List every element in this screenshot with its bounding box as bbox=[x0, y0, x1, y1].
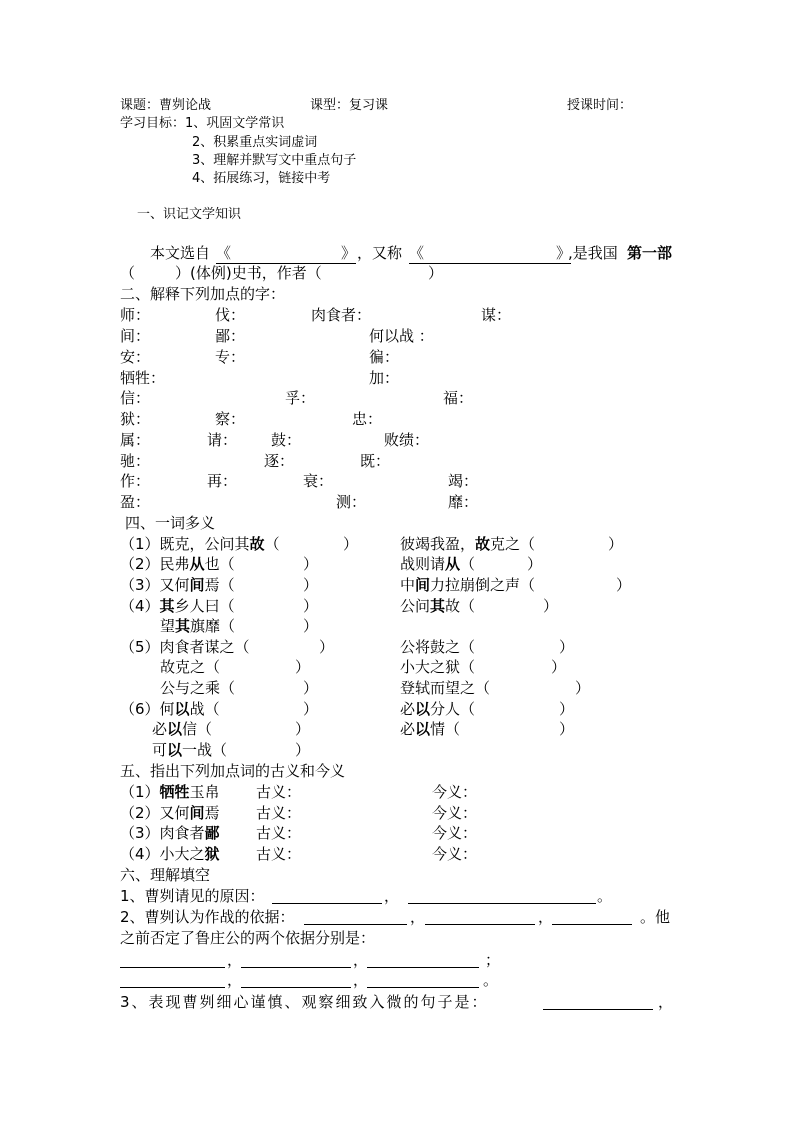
s1-line1-d: 第一部 bbox=[627, 244, 673, 262]
meaning-item: （3）肉食者鄙 bbox=[120, 824, 220, 842]
q1-end: 。 bbox=[597, 887, 613, 905]
q2-text-b: 之前否定了鲁庄公的两个依据分别是： bbox=[120, 929, 376, 947]
vocab-item: 作： bbox=[120, 472, 151, 490]
q1-text: 1、曹刿请见的原因： bbox=[120, 887, 265, 905]
ancient-label: 古义： bbox=[256, 845, 302, 863]
s1-line1-a: 本文选自 bbox=[150, 244, 211, 262]
polysemy-item: 公问其故（ bbox=[400, 597, 476, 615]
vocab-item: 狱： bbox=[120, 410, 151, 428]
vocab-item: 败绩： bbox=[384, 431, 430, 449]
q2-blank-5[interactable] bbox=[241, 967, 351, 968]
q2-blank-2[interactable] bbox=[425, 924, 535, 925]
section-6-title: 六、理解填空 bbox=[120, 866, 211, 884]
section-4-title: 四、一词多义 bbox=[125, 514, 216, 532]
s1-line1-b: ，又称 bbox=[357, 244, 403, 262]
vocab-item: 属： bbox=[120, 431, 151, 449]
q2-text: 2、曹刿认为作战的依据： bbox=[120, 908, 295, 926]
s1-line2-c: ） bbox=[428, 264, 444, 282]
vocab-item: 伐： bbox=[215, 306, 246, 324]
r1-sep-2: ， bbox=[353, 951, 369, 969]
vocab-item: 专： bbox=[215, 348, 246, 366]
vocab-item: 逐： bbox=[264, 452, 295, 470]
bracket-open: 《 bbox=[216, 244, 232, 262]
section-5-title: 五、指出下列加点词的古义和今义 bbox=[120, 762, 346, 780]
vocab-item: 驰： bbox=[120, 452, 151, 470]
q1-blank-1[interactable] bbox=[272, 903, 382, 904]
vocab-item: 察： bbox=[215, 410, 246, 428]
modern-label: 今义： bbox=[432, 783, 478, 801]
polysemy-item: 登轼而望之（ bbox=[400, 679, 491, 697]
vocab-item: 竭： bbox=[448, 472, 479, 490]
vocab-item: 间： bbox=[120, 327, 151, 345]
q3-end: ， bbox=[658, 993, 674, 1011]
vocab-item: 师： bbox=[120, 306, 151, 324]
vocab-item: 再： bbox=[207, 472, 238, 490]
ancient-label: 古义： bbox=[256, 783, 302, 801]
r1-end: ； bbox=[485, 951, 501, 969]
paren-close: ） bbox=[551, 658, 567, 676]
modern-label: 今义： bbox=[432, 804, 478, 822]
polysemy-item: 小大之狱（ bbox=[400, 658, 476, 676]
vocab-item: 忠： bbox=[352, 410, 383, 428]
vocab-item: 靡： bbox=[448, 493, 479, 511]
header-topic: 课题：曹刿论战 bbox=[120, 98, 212, 113]
polysemy-item: 中间力拉崩倒之声（ bbox=[400, 576, 536, 594]
modern-label: 今义： bbox=[432, 845, 478, 863]
polysemy-item: （6）何以战（ bbox=[120, 700, 220, 718]
paren-close: ） bbox=[319, 638, 335, 656]
vocab-item: 孚： bbox=[285, 389, 316, 407]
vocab-item: 鼓： bbox=[271, 431, 302, 449]
bracket-open-2: 《 bbox=[409, 244, 425, 262]
r2-sep-2: ， bbox=[353, 971, 369, 989]
r1-sep-1: ， bbox=[227, 951, 243, 969]
polysemy-item: 公将鼓之（ bbox=[400, 638, 476, 656]
q2-blank-9[interactable] bbox=[367, 987, 479, 988]
paren-close: ） bbox=[608, 535, 624, 553]
polysemy-item: （1）既克，公问其故（ bbox=[120, 535, 280, 553]
polysemy-item: 必以分人（ bbox=[400, 700, 476, 718]
ancient-label: 古义： bbox=[256, 804, 302, 822]
vocab-item: 安： bbox=[120, 348, 151, 366]
q2-blank-8[interactable] bbox=[241, 987, 351, 988]
vocab-item: 何以战 ： bbox=[369, 327, 434, 345]
paren-close: ） bbox=[559, 700, 575, 718]
vocab-item: 谋： bbox=[481, 306, 512, 324]
polysemy-item: 公与之乘（ bbox=[160, 679, 236, 697]
vocab-item: 信： bbox=[120, 389, 151, 407]
polysemy-item: 故克之（ bbox=[160, 658, 221, 676]
goals-label: 学习目标： bbox=[120, 116, 186, 131]
q3-blank[interactable] bbox=[543, 1009, 653, 1010]
paren-close: ） bbox=[575, 679, 591, 697]
polysemy-item: 望其旗靡（ bbox=[160, 617, 236, 635]
s1-line1-c: ,是我国 bbox=[568, 244, 618, 262]
q2-blank-7[interactable] bbox=[120, 987, 225, 988]
s1-line2-a: （ bbox=[120, 264, 136, 282]
polysemy-item: （3）又何间焉（ bbox=[120, 576, 235, 594]
vocab-item: 盈： bbox=[120, 493, 151, 511]
s1-line2-b: ）(体例)史书，作者（ bbox=[175, 264, 322, 282]
paren-close: ） bbox=[303, 597, 319, 615]
goal-item-1: 1、巩固文学常识 bbox=[185, 116, 285, 131]
polysemy-item: 彼竭我盈，故克之（ bbox=[400, 535, 536, 553]
paren-close: ） bbox=[527, 555, 543, 573]
polysemy-item: 必以信（ bbox=[152, 720, 213, 738]
r2-sep-1: ， bbox=[227, 971, 243, 989]
polysemy-item: （2）民弗从也（ bbox=[120, 555, 235, 573]
meaning-item: （4）小大之狱 bbox=[120, 845, 220, 863]
q2-blank-4[interactable] bbox=[120, 967, 225, 968]
meaning-item: （2）又何间焉 bbox=[120, 804, 220, 822]
ancient-label: 古义： bbox=[256, 824, 302, 842]
q2-sep-1: ， bbox=[410, 908, 426, 926]
vocab-item: 加： bbox=[369, 369, 400, 387]
q2-blank-6[interactable] bbox=[367, 967, 479, 968]
vocab-item: 肉食者： bbox=[311, 306, 372, 324]
q2-blank-1[interactable] bbox=[304, 924, 407, 925]
vocab-item: 衰： bbox=[303, 472, 334, 490]
alt-name-blank[interactable] bbox=[409, 246, 571, 264]
paren-close: ） bbox=[295, 658, 311, 676]
paren-close: ） bbox=[303, 555, 319, 573]
goal-item-3: 3、理解并默写文中重点句子 bbox=[192, 153, 357, 168]
goal-item-4: 4、拓展练习，链接中考 bbox=[192, 171, 331, 186]
q2-end: 。他 bbox=[640, 908, 671, 926]
q3-text: 3、表现曹刿细心谨慎、观察细致入微的句子是： bbox=[120, 993, 489, 1011]
paren-close: ） bbox=[303, 576, 319, 594]
r2-end: 。 bbox=[483, 971, 499, 989]
paren-close: ） bbox=[343, 535, 359, 553]
vocab-item: 请： bbox=[207, 431, 238, 449]
vocab-item: 牺牲： bbox=[120, 369, 166, 387]
vocab-item: 福： bbox=[443, 389, 474, 407]
q1-sep: ， bbox=[384, 887, 400, 905]
paren-close: ） bbox=[295, 741, 311, 759]
vocab-item: 徧： bbox=[369, 348, 400, 366]
meaning-item: （1）牺牲玉帛 bbox=[120, 783, 220, 801]
polysemy-item: 战则请从（ bbox=[400, 555, 476, 573]
paren-close: ） bbox=[543, 597, 559, 615]
section-1-title: 一、识记文学知识 bbox=[137, 207, 242, 222]
polysemy-item: （4）其乡人曰（ bbox=[120, 597, 235, 615]
paren-close: ） bbox=[303, 679, 319, 697]
paren-close: ） bbox=[295, 720, 311, 738]
paren-close: ） bbox=[559, 720, 575, 738]
bracket-close-2: 》 bbox=[555, 244, 571, 262]
section-2-title: 二、解释下列加点的字： bbox=[120, 285, 286, 303]
vocab-item: 测： bbox=[336, 493, 367, 511]
q1-blank-2[interactable] bbox=[408, 903, 596, 904]
paren-close: ） bbox=[303, 617, 319, 635]
vocab-item: 鄙： bbox=[215, 327, 246, 345]
vocab-item: 既： bbox=[360, 452, 391, 470]
paren-close: ） bbox=[303, 700, 319, 718]
header-type: 课型：复习课 bbox=[310, 98, 389, 113]
paren-close: ） bbox=[559, 638, 575, 656]
header-time: 授课时间： bbox=[567, 98, 633, 113]
q2-blank-3[interactable] bbox=[552, 924, 632, 925]
bracket-close: 》 bbox=[340, 244, 356, 262]
polysemy-item: 可以一战（ bbox=[152, 741, 228, 759]
polysemy-item: （5）肉食者谋之（ bbox=[120, 638, 250, 656]
polysemy-item: 必以情（ bbox=[400, 720, 461, 738]
q2-sep-2: ， bbox=[538, 908, 554, 926]
goal-item-2: 2、积累重点实词虚词 bbox=[192, 135, 318, 150]
modern-label: 今义： bbox=[432, 824, 478, 842]
source-book-blank[interactable] bbox=[216, 246, 356, 264]
paren-close: ） bbox=[616, 576, 632, 594]
